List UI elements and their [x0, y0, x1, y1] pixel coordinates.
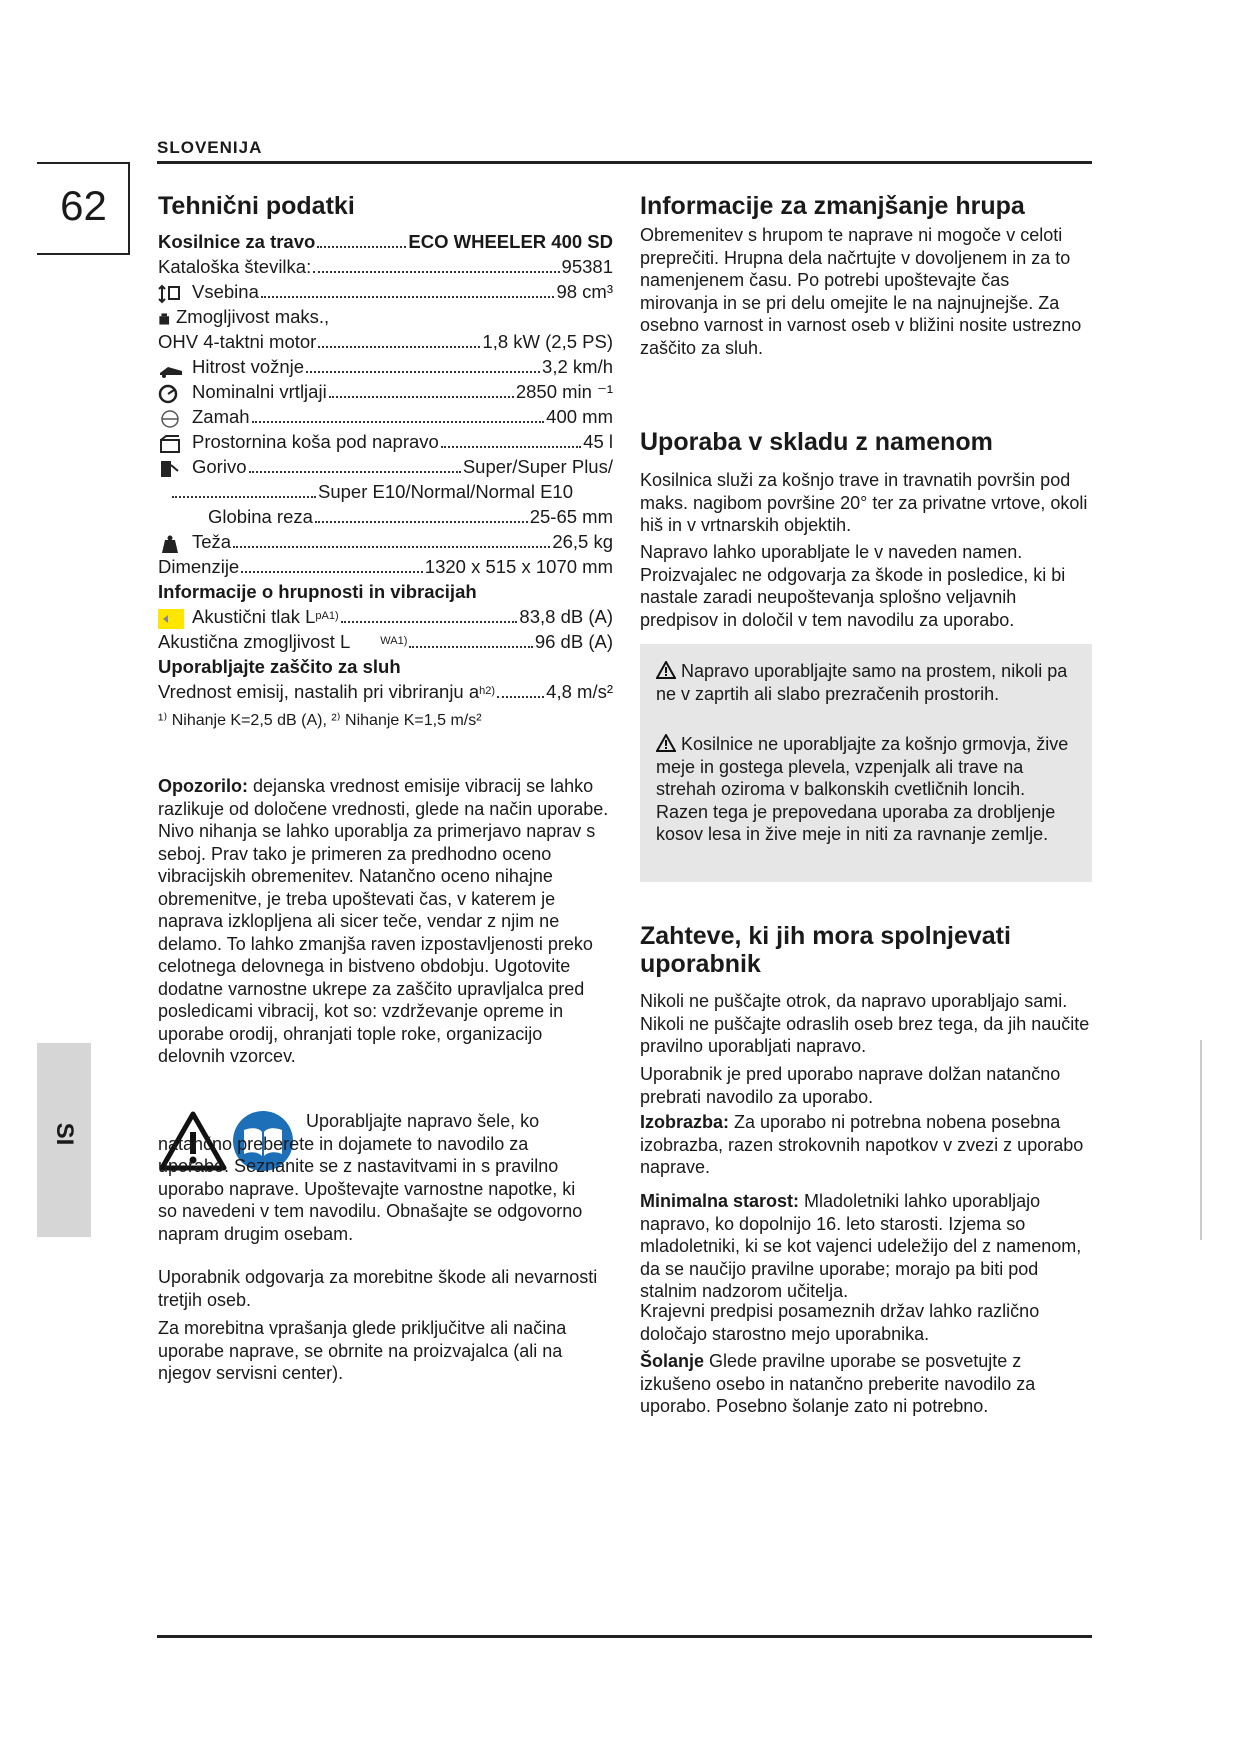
spec-row: [158, 379, 613, 404]
training-label: Šolanje: [640, 1351, 705, 1371]
top-rule: [157, 161, 1092, 164]
weight-icon: [158, 534, 184, 554]
noise-reduction-text: Obremenitev s hrupom te naprave ni mogoče v celoti preprečiti. Hrupna dela načrtujte v dovoljenem in za to namenjenem času. Po potrebi upoštevajte čas mirovanja in se pri delu omejite le na najnujnejše. Za osebno varnost in varnost oseb v bližini nosite ustrezno zaščito za sluh.: [640, 225, 1082, 358]
spec-label: Zmogljivost maks.,: [176, 306, 330, 327]
sound-pressure-icon: [158, 609, 184, 629]
spec-row: [158, 429, 613, 454]
rpm-icon: [158, 384, 184, 404]
training-text: [640, 1350, 1092, 1418]
education-text: [640, 1111, 1092, 1179]
vibration-warning: [158, 775, 613, 1068]
model-row: [158, 229, 613, 254]
requirements-text-1: Nikoli ne puščajte otrok, da napravo uporabljajo sami. Nikoli ne puščajte odraslih oseb brez tega, da jih naučite pravilno uporabljati napravo.: [640, 991, 1090, 1056]
requirements-text-2: Uporabnik je pred uporabo naprave dolžan natančno prebrati navodilo za uporabo.: [640, 1064, 1061, 1107]
vibration-label: Vrednost emisij, nastalih pri vibriranju a: [158, 681, 480, 702]
oil-can-icon: [158, 284, 184, 304]
spec-row: [158, 279, 613, 304]
spec-label: Prostornina koša pod napravo: [192, 431, 439, 452]
noise-reduction-title: Informacije za zmanjšanje hrupa: [640, 192, 1025, 220]
spec-row: [158, 304, 613, 329]
noise-value: 83,8 dB (A): [519, 606, 613, 627]
spec-value: 25-65 mm: [529, 506, 613, 527]
spec-value: 1,8 kW (2,5 PS): [482, 331, 613, 352]
noise-row: [158, 629, 613, 654]
education-label: Izobrazba:: [640, 1112, 730, 1132]
noise-sub: WA: [380, 635, 398, 647]
intended-use-text-1: Kosilnica služi za košnjo trave in travnatih površin pod maks. nagibom površine 20° ter za privatne vrtove, okoli hiš in v vrtnarskih objektih.: [640, 470, 1088, 535]
language-tab-label: SI: [51, 1122, 78, 1146]
specs-title: Tehnični podatki: [158, 192, 355, 220]
vibration-row: [158, 679, 613, 704]
intended-use-title: Uporaba v skladu z namenom: [640, 428, 993, 456]
spec-value: 400 mm: [546, 406, 613, 427]
noise-label: Akustični tlak L: [192, 606, 316, 627]
edge-mark: [1200, 1040, 1202, 1240]
spec-value: 3,2 km/h: [542, 356, 613, 377]
spec-label: Gorivo: [192, 456, 247, 477]
spec-label: Vsebina: [192, 281, 259, 302]
warning-icon: [656, 661, 676, 679]
spec-list: [158, 229, 613, 733]
vibration-sub: h: [479, 685, 486, 697]
min-age-text: [640, 1190, 1092, 1303]
spec-row: [158, 254, 613, 279]
warning-1-text: Napravo uporabljajte samo na prostem, nikoli pa ne v zaprtih ali slabo prezračenih prostorih.: [656, 661, 1068, 704]
vibration-sup: 2): [485, 685, 496, 697]
spec-value: 98 cm³: [556, 281, 613, 302]
spec-value: Super/Super Plus/: [462, 456, 613, 477]
spec-row: [158, 454, 613, 479]
warning-2-text: Kosilnice ne uporabljajte za košnjo grmovja, žive meje in gostega plevela, vzpenjalk ali trave na strehah oziroma v balkonskih cvetličnih loncih. Razen tega je prepovedana uporaba za drobljenje kosov lesa in žive meje in niti za ravnanje zemlje.: [656, 734, 1069, 844]
speed-icon: [158, 359, 184, 379]
spec-label: Dimenzije: [158, 556, 240, 577]
spec-row: [158, 479, 613, 504]
engine-icon: [158, 309, 176, 329]
spec-label: Nominalni vrtljaji: [192, 381, 327, 402]
warning-1: [656, 660, 1076, 705]
spec-row: [158, 504, 613, 529]
spec-label: OHV 4-taktni motor: [158, 331, 317, 352]
spec-label: Globina reza: [208, 506, 313, 527]
spec-label: Hitrost vožnje: [192, 356, 305, 377]
intended-use-text-2: Napravo lahko uporabljate le v naveden namen. Proizvajalec ne odgovarja za škode in posledice, ki bi nastale zaradi neupoštevanja splošno veljavnih predpisov in določil v tem navodilu za uporabo.: [640, 542, 1066, 630]
page-number: 62: [60, 182, 107, 229]
warning-2: [656, 733, 1076, 846]
footnote: ¹⁾ Nihanje K=2,5 dB (A), ²⁾ Nihanje K=1,5 m/s²: [158, 712, 482, 729]
spec-row: [158, 354, 613, 379]
spec-row: [158, 329, 613, 354]
noise-sup: 1): [397, 635, 408, 647]
noise-sup: 1): [328, 610, 339, 622]
warning-text: dejanska vrednost emisije vibracij se lahko razlikuje od določene vrednosti, glede na način uporabe. Nivo nihanja se lahko uporablja za primerjavo naprav s seboj. Prav tako je primeren za predhodno oceno vibracijskih obremenitev. Natančno oceno nihajne obremenitve, je treba upoštevati čas, v katerem je naprava izklopljena ali sicer teče, vendar z njim ne delamo. To lahko zmanjša raven izpostavljenosti preko celotnega delovnega in bistveno obdobju. Ugotovite dodatne varnostne ukrepe za zaščito upravljalca pred posledicami vibracij, kot so: vzdrževanje opreme in uporabe orodij, ohranjati tople roke, organizacijo delovnih vzorcev.: [158, 776, 609, 1066]
noise-label: Akustična zmogljivost L: [158, 631, 351, 652]
warning-icon: [656, 734, 676, 752]
contact-text: Za morebitna vprašanja glede priključitve ali načina uporabe naprave, se obrnite na proizvajalca (ali na njegov servisni center).: [158, 1318, 567, 1383]
spec-value: 2850 min ⁻¹: [515, 381, 613, 402]
section-label: SLOVENIJA: [157, 138, 263, 157]
warning-label: Opozorilo:: [158, 776, 248, 796]
training-body: Glede pravilne uporabe se posvetujte z izkušeno osebo in natančno preberite navodilo za uporabo. Posebno šolanje zato ni potrebno.: [640, 1351, 1036, 1416]
vibration-value: 4,8 m/s²: [546, 681, 613, 702]
spec-label: Zamah: [192, 406, 250, 427]
cut-width-icon: [158, 409, 184, 429]
noise-value: 96 dB (A): [534, 631, 613, 652]
spec-label: Kataloška številka:: [158, 256, 312, 277]
spec-value: 1320 x 515 x 1070 mm: [424, 556, 613, 577]
requirements-title: Zahteve, ki jih mora spolnjevati uporabnik: [640, 922, 1011, 978]
grass-bag-icon: [158, 434, 184, 454]
spec-value: 45 l: [583, 431, 613, 452]
spec-value: 95381: [561, 256, 613, 277]
spec-value: Super E10/Normal/Normal E10: [318, 481, 573, 502]
noise-row: [158, 604, 613, 629]
noise-title: Informacije o hrupnosti in vibracijah: [158, 581, 477, 602]
liability-text: Uporabnik odgovarja za morebitne škode ali nevarnosti tretjih oseb.: [158, 1267, 598, 1310]
local-regulations-text: Krajevni predpisi posameznih držav lahko različno določajo starostno mejo uporabnika.: [640, 1301, 1040, 1344]
model-name: ECO WHEELER 400 SD: [408, 231, 613, 252]
hearing-protection: Uporabljajte zaščito za sluh: [158, 656, 401, 677]
spec-label: Teža: [192, 531, 232, 552]
model-label: Kosilnice za travo: [158, 231, 316, 252]
spec-value: 26,5 kg: [552, 531, 613, 552]
fuel-icon: [158, 459, 184, 479]
education-body: Za uporabo ni potrebna nobena posebna izobrazba, razen strokovnih napotkov v zvezi z uporabo naprave.: [640, 1112, 1084, 1177]
spec-row: [158, 404, 613, 429]
min-age-label: Minimalna starost:: [640, 1191, 800, 1211]
noise-sub: pA: [315, 610, 329, 622]
bottom-rule: [157, 1635, 1092, 1638]
manual-text: Uporabljajte napravo šele, ko natančno preberete in dojamete to navodilo za uporabo. Seznanite se z nastavitvami in s pravilno uporabo naprave. Upoštevajte varnostne napotke, ki so navedeni v tem navodilu. Obnašajte se odgovorno napram drugim osebam.: [158, 1111, 583, 1244]
spec-row: [158, 554, 613, 579]
spec-row: [158, 529, 613, 554]
min-age-body: Mladoletniki lahko uporabljajo napravo, ko dopolnijo 16. leto starosti. Izjema so mladoletniki, ki se kot vajenci udeležijo del z namenom, da se naučijo pravilne uporabe; morajo pa biti pod stalnim nadzorom učitelja.: [640, 1191, 1082, 1301]
